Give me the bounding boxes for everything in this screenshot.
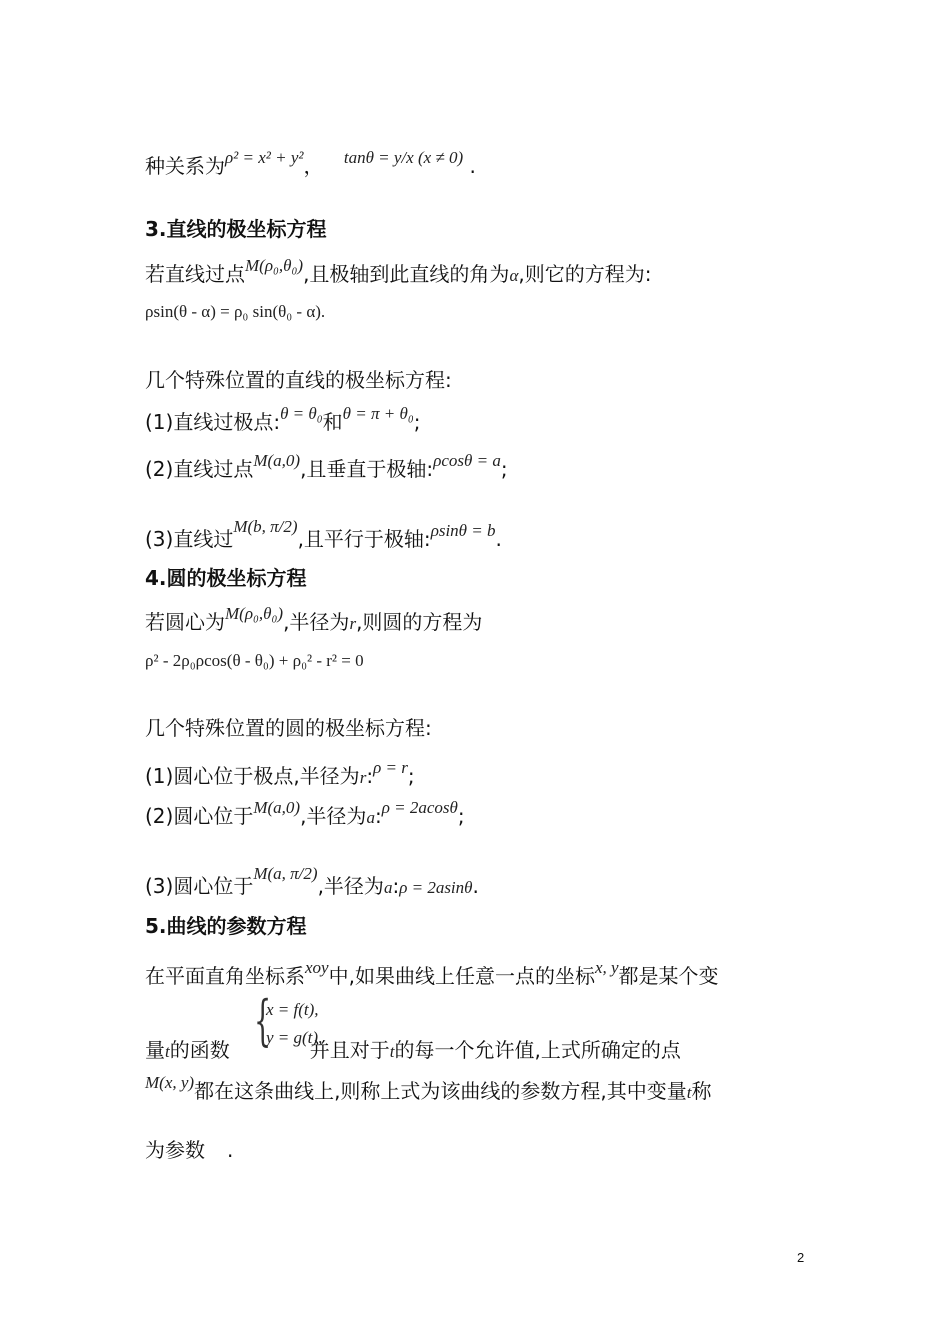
s4-item-1: (1)圆心位于极点,半径为r:$^{\rho = r}$; [145, 758, 415, 788]
s3-line-equation: ρsin(θ - α) = ρ₀ sin(θ₀ - α). [145, 302, 326, 321]
s4-circle-equation: ρ² - 2ρ₀ρcos(θ - θ₀) + ρ₀² - r² = 0 [145, 651, 364, 670]
s3-item-3: (3)直线过$^{M(b, \pi/2)}$,且平行于极轴:$^{\rho sin\theta = b}$. [145, 517, 502, 551]
s5-para-line-2: 量t的函数 并且对于t的每一个允许值,上式所确定的点 [145, 1038, 681, 1062]
s3-subheading: 几个特殊位置的直线的极坐标方程: [145, 368, 452, 392]
s4-item-3: (3)圆心位于$^{M(a, \pi/2)}$,半径为a:ρ = 2asinθ. [145, 864, 479, 898]
rho-squared-formula: ρ² = x² + y² [225, 148, 304, 167]
point-formula: M(ρ₀,θ₀) [245, 256, 304, 275]
s4-item-2: (2)圆心位于$^{M(a,0)}$,半径为a:$^{\rho = 2acos\theta}$; [145, 798, 465, 828]
s5-para-line-3: $^{M(x, y)}$都在这条曲线上,则称上式为该曲线的参数方程,其中变量t称 [145, 1073, 712, 1103]
section-3-heading: 3.直线的极坐标方程 [145, 217, 327, 241]
s3-intro: 若直线过点$^{M(\rho_0,\theta_0)}$,且极轴到此直线的角为α,则它的方程为: [145, 256, 652, 286]
parametric-system: { x = f(t), y = g(t), [254, 989, 323, 1052]
left-brace-icon: { [254, 989, 272, 1052]
section-5-heading: 5.曲线的参数方程 [145, 914, 307, 938]
s5-para-line-4: 为参数 . [145, 1138, 234, 1162]
relation-line: 种关系为$^{\rho^2 = x^2 + y^2}$， $^{tan\theta = y/x (x \ne 0)}$ . [145, 148, 476, 178]
tangent-formula: tanθ = y/x (x ≠ 0) [343, 148, 464, 167]
s4-subheading: 几个特殊位置的圆的极坐标方程: [145, 716, 432, 740]
s5-para-line-1: 在平面直角坐标系$^{xoy}$中,如果曲线上任意一点的坐标$^{x, y}$都是某个变 [145, 958, 719, 988]
s4-intro: 若圆心为$^{M(\rho_0,\theta_0)}$,半径为r,则圆的方程为 [145, 604, 483, 634]
section-4-heading: 4.圆的极坐标方程 [145, 566, 307, 590]
s3-item-1: (1)直线过极点:$^{\theta = \theta_0}$和$^{\theta = \pi + \theta_0}$; [145, 404, 421, 434]
s3-item-2: (2)直线过点$^{M(a,0)}$,且垂直于极轴:$^{\rho cos\theta = a}$; [145, 451, 508, 481]
page-number: 2 [797, 1250, 805, 1265]
